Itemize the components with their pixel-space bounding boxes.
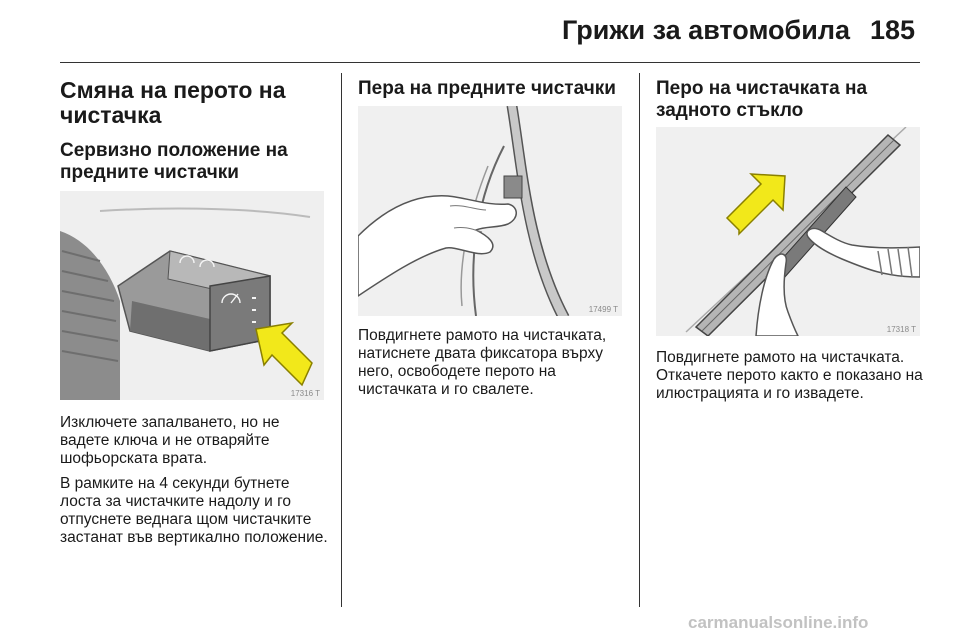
image-code: 17499 T [588, 305, 618, 314]
middle-heading-block [358, 78, 628, 100]
illustration-front-wiper-blade [358, 106, 622, 316]
image-code: 17318 T [886, 325, 916, 334]
wiper-stalk-drawing [60, 191, 324, 400]
watermark: carmanualsonline.info [688, 613, 869, 632]
instruction-paragraph: Повдигнете рамото на чистачката, натиснете двата фиксатора върху него, освободете перото на чистачката и го свалете. [358, 327, 607, 398]
image-code: 17316 T [290, 389, 320, 398]
page-header-title: Грижи за автомобила [561, 15, 850, 45]
illustration-wiper-stalk [60, 191, 324, 400]
section-heading-wiper-replacement: Смяна на перото на чистачка [60, 77, 286, 128]
page-number: 185 [870, 15, 916, 45]
section-heading-front-wiper-blades: Пера на предните чистачки [358, 78, 616, 99]
instruction-paragraph: Изключете запалването, но не вадете ключа и не отваряйте шофьорската врата. [60, 414, 280, 467]
left-heading-block [60, 78, 330, 128]
right-heading-block [656, 78, 916, 122]
subheading-service-position: Сервизно положение на предните чистачки [60, 140, 288, 183]
instruction-paragraph: В рамките на 4 секунди бутнете лоста за чистачките надолу и го отпуснете веднага щом чистачките застанат във вертикално положение. [60, 475, 328, 546]
front-wiper-drawing [358, 106, 622, 316]
section-heading-rear-wiper-blade: Перо на чистачката на задното стъкло [656, 78, 868, 121]
illustration-rear-wiper-blade [656, 127, 920, 336]
left-text-block [60, 414, 330, 547]
column-divider-1 [341, 73, 342, 607]
middle-text-block [358, 327, 633, 399]
instruction-paragraph: Повдигнете рамото на чистачката. Откачете перото както е показано на илюстрацията и го извадете. [656, 349, 923, 402]
column-divider-2 [639, 73, 640, 607]
header-divider [60, 62, 920, 63]
rear-wiper-drawing [656, 127, 920, 336]
left-subheading-block [60, 140, 290, 184]
right-text-block [656, 349, 926, 403]
